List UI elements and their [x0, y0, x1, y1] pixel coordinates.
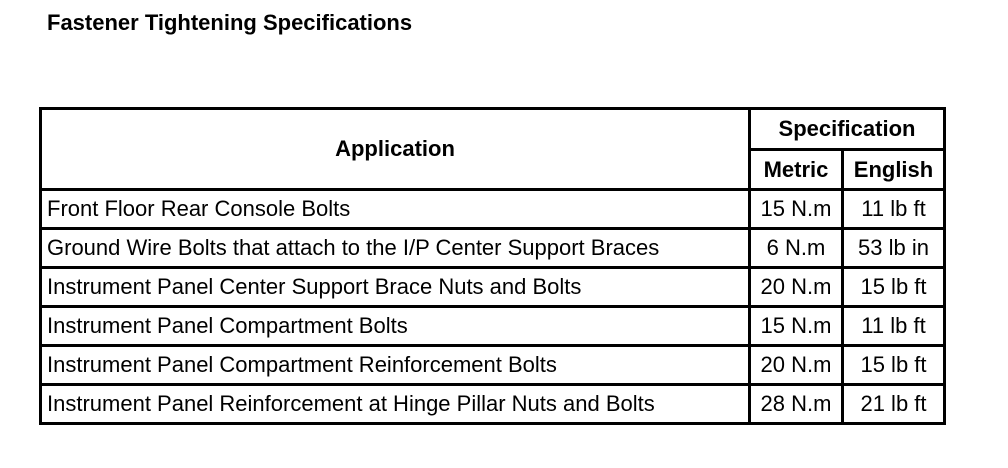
- metric-cell: 15 N.m: [750, 190, 843, 229]
- english-cell: 11 lb ft: [843, 190, 945, 229]
- table-row: [41, 190, 945, 229]
- header-metric: Metric: [750, 150, 843, 190]
- header-application: Application: [41, 109, 750, 190]
- fastener-spec-table: [39, 107, 946, 425]
- table-header-row: [41, 109, 945, 150]
- table-row: [41, 307, 945, 346]
- english-cell: 21 lb ft: [843, 385, 945, 424]
- english-cell: 11 lb ft: [843, 307, 945, 346]
- metric-cell: 20 N.m: [750, 268, 843, 307]
- table-row: [41, 229, 945, 268]
- metric-cell: 20 N.m: [750, 346, 843, 385]
- application-cell: Front Floor Rear Console Bolts: [41, 190, 750, 229]
- header-specification: Specification: [750, 109, 945, 150]
- application-cell: Instrument Panel Reinforcement at Hinge Pillar Nuts and Bolts: [41, 385, 750, 424]
- metric-cell: 15 N.m: [750, 307, 843, 346]
- table-row: [41, 385, 945, 424]
- metric-cell: 6 N.m: [750, 229, 843, 268]
- application-cell: Instrument Panel Center Support Brace Nuts and Bolts: [41, 268, 750, 307]
- table-row: [41, 268, 945, 307]
- application-cell: Instrument Panel Compartment Reinforcement Bolts: [41, 346, 750, 385]
- table-row: [41, 346, 945, 385]
- english-cell: 15 lb ft: [843, 346, 945, 385]
- header-english: English: [843, 150, 945, 190]
- metric-cell: 28 N.m: [750, 385, 843, 424]
- application-cell: Instrument Panel Compartment Bolts: [41, 307, 750, 346]
- english-cell: 53 lb in: [843, 229, 945, 268]
- application-cell: Ground Wire Bolts that attach to the I/P Center Support Braces: [41, 229, 750, 268]
- document-title: Fastener Tightening Specifications: [47, 10, 413, 35]
- english-cell: 15 lb ft: [843, 268, 945, 307]
